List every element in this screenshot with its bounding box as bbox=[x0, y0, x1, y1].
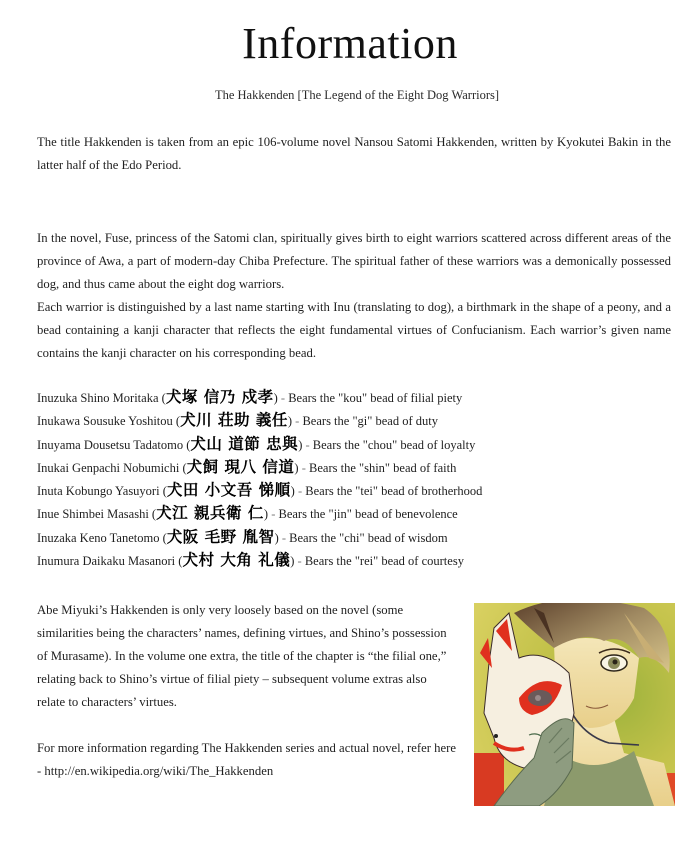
warrior-kanji: 犬飼 現八 信道 bbox=[186, 457, 295, 476]
open-paren: ( bbox=[179, 460, 187, 475]
warrior-name: Inue Shimbei Masashi bbox=[37, 507, 149, 522]
warrior-bead: Bears the "chou" bead of loyalty bbox=[312, 437, 476, 452]
open-paren: ( bbox=[148, 507, 157, 522]
closing-paragraph: Abe Miyuki’s Hakkenden is only very loosely based on the novel (some similarities being the characters’ names, defining virtues, and Shino’s possession of Murasame). In the volume one extra, the title of the chapter is “the filial one,” relating back to Shino’s virtue of filial piety – subsequent volume extras also relate to characters’ virtues. bbox=[37, 603, 447, 709]
open-paren: ( bbox=[172, 414, 181, 429]
open-paren: ( bbox=[175, 554, 183, 569]
separator: - bbox=[294, 554, 305, 569]
warrior-bead: Bears the "tei" bead of brotherhood bbox=[305, 484, 483, 499]
warrior-item bbox=[37, 386, 637, 409]
warrior-item bbox=[37, 456, 637, 479]
close-paren: ) bbox=[298, 437, 303, 452]
separator: - bbox=[292, 414, 303, 429]
warrior-name: Inukai Genpachi Nobumichi bbox=[37, 460, 180, 475]
warrior-bead: Bears the "gi" bead of duty bbox=[302, 414, 438, 429]
warrior-kanji: 犬山 道節 忠與 bbox=[190, 434, 299, 453]
warrior-bead: Bears the "jin" bead of benevolence bbox=[278, 507, 458, 522]
separator: - bbox=[298, 460, 310, 475]
warrior-name: Inukawa Sousuke Yoshitou bbox=[37, 414, 173, 429]
open-paren: ( bbox=[159, 484, 167, 499]
warrior-name: Inuzuka Shino Moritaka bbox=[37, 391, 159, 405]
warrior-list bbox=[37, 386, 637, 572]
warrior-item bbox=[37, 526, 637, 549]
open-paren: ( bbox=[183, 437, 191, 452]
close-paren: ) bbox=[294, 460, 299, 475]
warrior-name: Inuyama Dousetsu Tadatomo bbox=[37, 437, 184, 452]
warrior-item bbox=[37, 549, 637, 572]
warrior-item bbox=[37, 409, 637, 432]
open-paren: ( bbox=[158, 391, 166, 405]
warrior-bead: Bears the "kou" bead of filial piety bbox=[288, 391, 463, 405]
warrior-name: Inuzaka Keno Tanetomo bbox=[37, 530, 160, 545]
open-paren: ( bbox=[159, 530, 167, 545]
warrior-item bbox=[37, 433, 637, 456]
separator: - bbox=[294, 484, 306, 499]
separator: - bbox=[277, 391, 289, 405]
warrior-bead: Bears the "shin" bead of faith bbox=[309, 460, 457, 475]
separator: - bbox=[302, 437, 313, 452]
close-paren: ) bbox=[263, 507, 269, 522]
close-paren: ) bbox=[287, 414, 293, 429]
warrior-kanji: 犬塚 信乃 戍孝 bbox=[165, 388, 274, 406]
warrior-kanji: 犬川 荘助 義任 bbox=[180, 411, 288, 430]
close-paren: ) bbox=[290, 554, 295, 569]
page-title: Information bbox=[242, 19, 458, 68]
warrior-item bbox=[37, 479, 637, 502]
warrior-kanji: 犬田 小文吾 悌順 bbox=[166, 481, 291, 500]
close-paren: ) bbox=[274, 530, 279, 545]
page-subtitle: The Hakkenden [The Legend of the Eight Dog Warriors] bbox=[214, 88, 500, 102]
fox-mask-illustration bbox=[474, 603, 675, 806]
more-info-paragraph: For more information regarding The Hakkenden series and actual novel, refer here - http://en.wikipedia.org/wiki/The_Hakkenden bbox=[37, 741, 456, 778]
warrior-item bbox=[37, 502, 637, 525]
warrior-kanji: 犬江 親兵衛 仁 bbox=[156, 504, 264, 523]
intro-paragraph-virtues: Each warrior is distinguished by a last name starting with Inu (translating to dog), a birthmark in the shape of a peony, and a bead containing a kanji character that reflects the eight fundamental virtues of Confucianism. Each warrior’s given name contains the kanji character on his corresponding bead. bbox=[37, 300, 671, 360]
separator: - bbox=[268, 507, 279, 522]
warrior-name: Inumura Daikaku Masanori bbox=[37, 554, 176, 569]
separator: - bbox=[278, 530, 290, 545]
intro-paragraph-origin: The title Hakkenden is taken from an epic 106-volume novel Nansou Satomi Hakkenden, written by Kyokutei Bakin in the latter half of the Edo Period. bbox=[37, 135, 671, 172]
intro-paragraph-novel: In the novel, Fuse, princess of the Satomi clan, spiritually gives birth to eight warriors scattered across different areas of the province of Awa, a part of modern-day Chiba Prefecture. The spiritual father of these warriors was a demonically possessed dog, and thus came about the eight dog warriors. bbox=[37, 231, 671, 291]
warrior-bead: Bears the "chi" bead of wisdom bbox=[289, 530, 448, 545]
close-paren: ) bbox=[290, 484, 295, 499]
warrior-kanji: 犬阪 毛野 胤智 bbox=[166, 527, 275, 546]
warrior-kanji: 犬村 大角 礼儀 bbox=[182, 551, 291, 570]
warrior-name: Inuta Kobungo Yasuyori bbox=[37, 484, 160, 499]
warrior-bead: Bears the "rei" bead of courtesy bbox=[304, 554, 464, 569]
illustration-artwork bbox=[474, 603, 675, 806]
close-paren: ) bbox=[273, 391, 278, 405]
